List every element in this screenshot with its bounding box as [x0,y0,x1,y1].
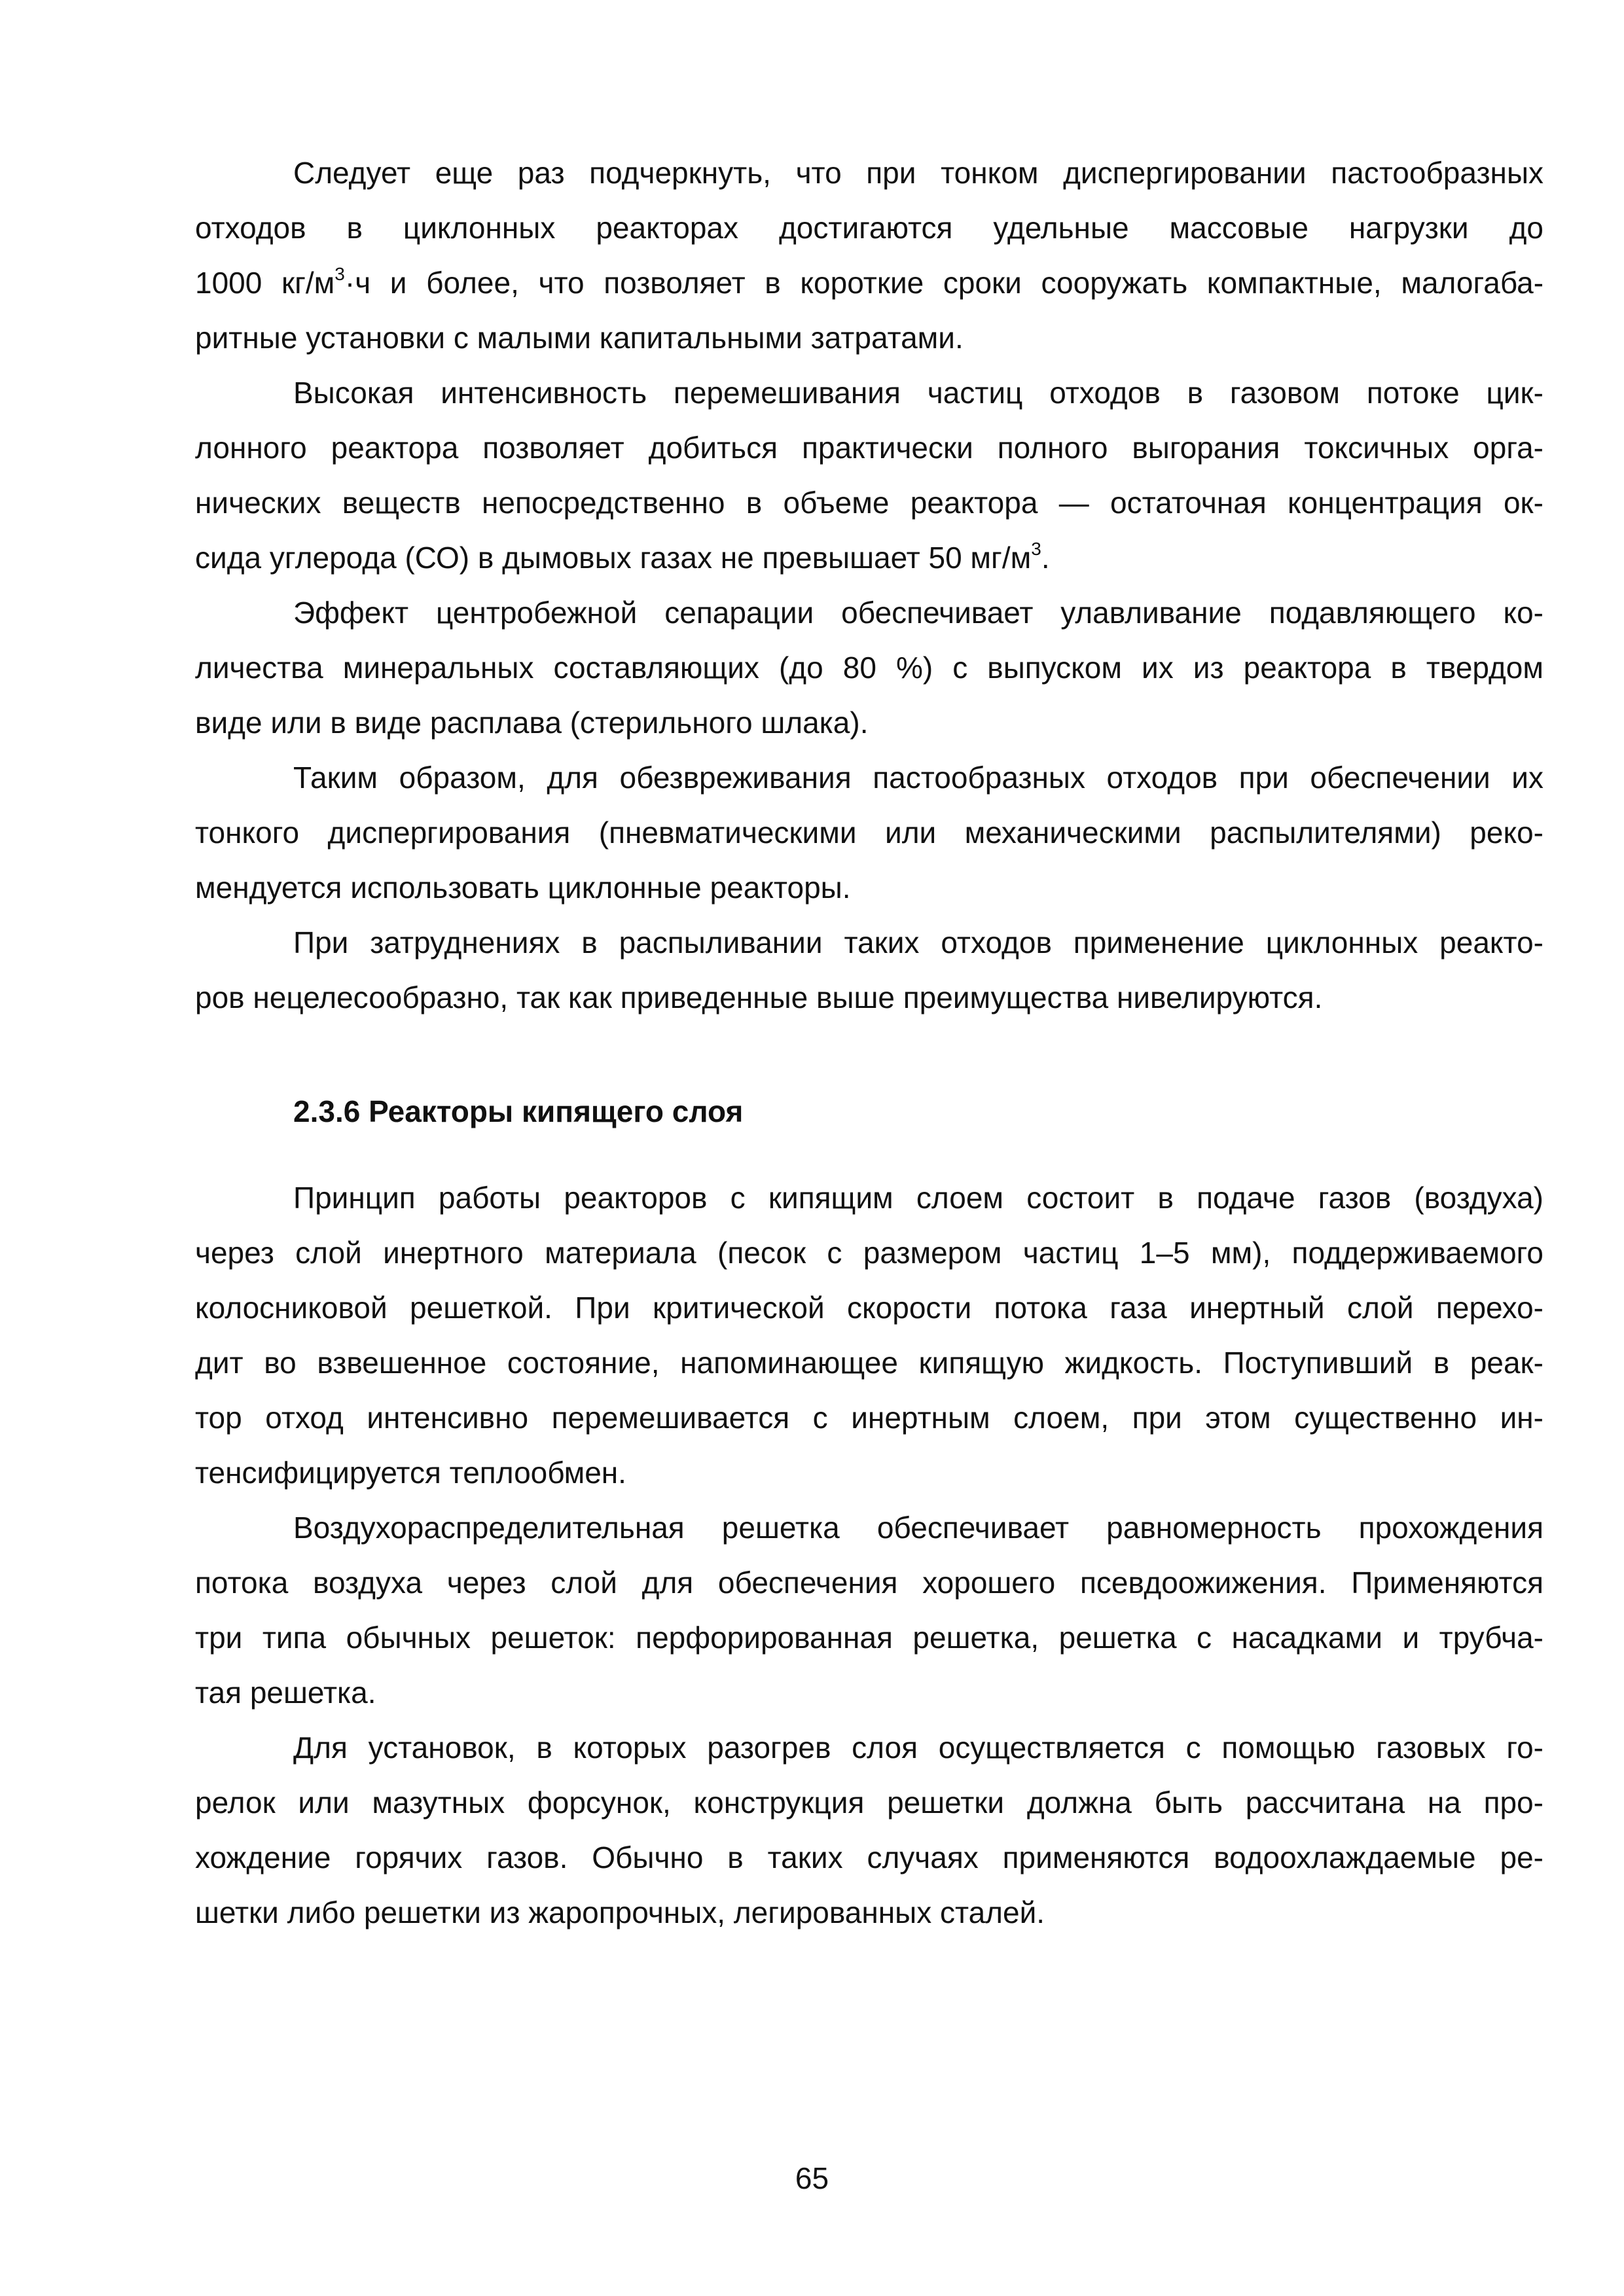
text-line [195,530,1543,585]
paragraph [195,585,1543,750]
text-line: Воздухораспределительная решетка обеспечивает равномерность прохождения [293,1511,1543,1545]
text-line: Для установок, в которых разогрев слоя осуществляется с помощью газовых го- [293,1731,1543,1765]
text-line: отходов в циклонных реакторах достигаются удельные массовые нагрузки до [195,211,1543,245]
text-line: шетки либо решетки из жаропрочных, легированных сталей. [195,1895,1045,1929]
text-fragment: 1000 кг/м [195,266,335,300]
text-line: Следует еще раз подчеркнуть, что при тонком диспергировании пастообразных [293,156,1543,190]
text-line: потока воздуха через слой для обеспечения хорошего псевдоожижения. Применяются [195,1566,1543,1600]
text-line: Принцип работы реакторов с кипящим слоем состоит в подаче газов (воздуха) [293,1181,1543,1215]
text-line: мендуется использовать циклонные реакторы. [195,870,851,905]
text-line: личества минеральных составляющих (до 80 %) с выпуском их из реактора в твердом [195,651,1543,685]
paragraph [195,750,1543,915]
text-line: тонкого диспергирования (пневматическими или механическими распылителями) реко- [195,816,1543,850]
section-heading: 2.3.6 Реакторы кипящего слоя [293,1094,744,1128]
paragraph [195,1500,1543,1720]
text-line: тор отход интенсивно перемешивается с инертным слоем, при этом существенно ин- [195,1401,1543,1435]
text-line: Эффект центробежной сепарации обеспечивает улавливание подавляющего ко- [293,596,1543,630]
paragraph [195,145,1543,365]
text-line: дит во взвешенное состояние, напоминающее кипящую жидкость. Поступивший в реак- [195,1346,1543,1380]
paragraph [195,915,1543,1025]
paragraph [195,365,1543,585]
text-line: колосниковой решеткой. При критической скорости потока газа инертный слой перехо- [195,1291,1543,1325]
text-line [195,255,1543,310]
text-fragment: сида углерода (СО) в дымовых газах не превышает 50 мг/м [195,541,1032,575]
body-text-lower [195,1170,1543,1940]
text-line: Высокая интенсивность перемешивания частиц отходов в газовом потоке цик- [293,376,1543,410]
page-number: 65 [795,2161,829,2195]
text-line: через слой инертного материала (песок с размером частиц 1–5 мм), поддерживаемого [195,1236,1543,1270]
text-line: нических веществ непосредственно в объеме реактора — остаточная концентрация ок- [195,486,1543,520]
body-text-upper [195,145,1543,1025]
text-line: При затруднениях в распыливании таких отходов применение циклонных реакто- [293,925,1543,960]
text-line: виде или в виде расплава (стерильного шлака). [195,706,869,740]
text-line: релок или мазутных форсунок, конструкция решетки должна быть рассчитана на про- [195,1785,1543,1820]
superscript: 3 [334,264,345,284]
text-fragment: . [1041,541,1050,575]
text-line: Таким образом, для обезвреживания пастообразных отходов при обеспечении их [293,761,1543,795]
text-line: лонного реактора позволяет добиться практически полного выгорания токсичных орга- [195,431,1543,465]
text-line: тенсифицируется теплообмен. [195,1456,626,1490]
text-line: тая решетка. [195,1676,376,1710]
superscript: 3 [1031,539,1041,559]
paragraph [195,1170,1543,1500]
text-line: ритные установки с малыми капитальными затратами. [195,321,964,355]
text-fragment: ·ч и более, что позволяет в короткие сроки сооружать компактные, малогаба- [344,266,1544,300]
text-line: хождение горячих газов. Обычно в таких случаях применяются водоохлаждаемые ре- [195,1840,1543,1874]
paragraph [195,1720,1543,1940]
text-line: три типа обычных решеток: перфорированная решетка, решетка с насадками и трубча- [195,1621,1543,1655]
text-line: ров нецелесообразно, так как приведенные выше преимущества нивелируются. [195,980,1323,1014]
